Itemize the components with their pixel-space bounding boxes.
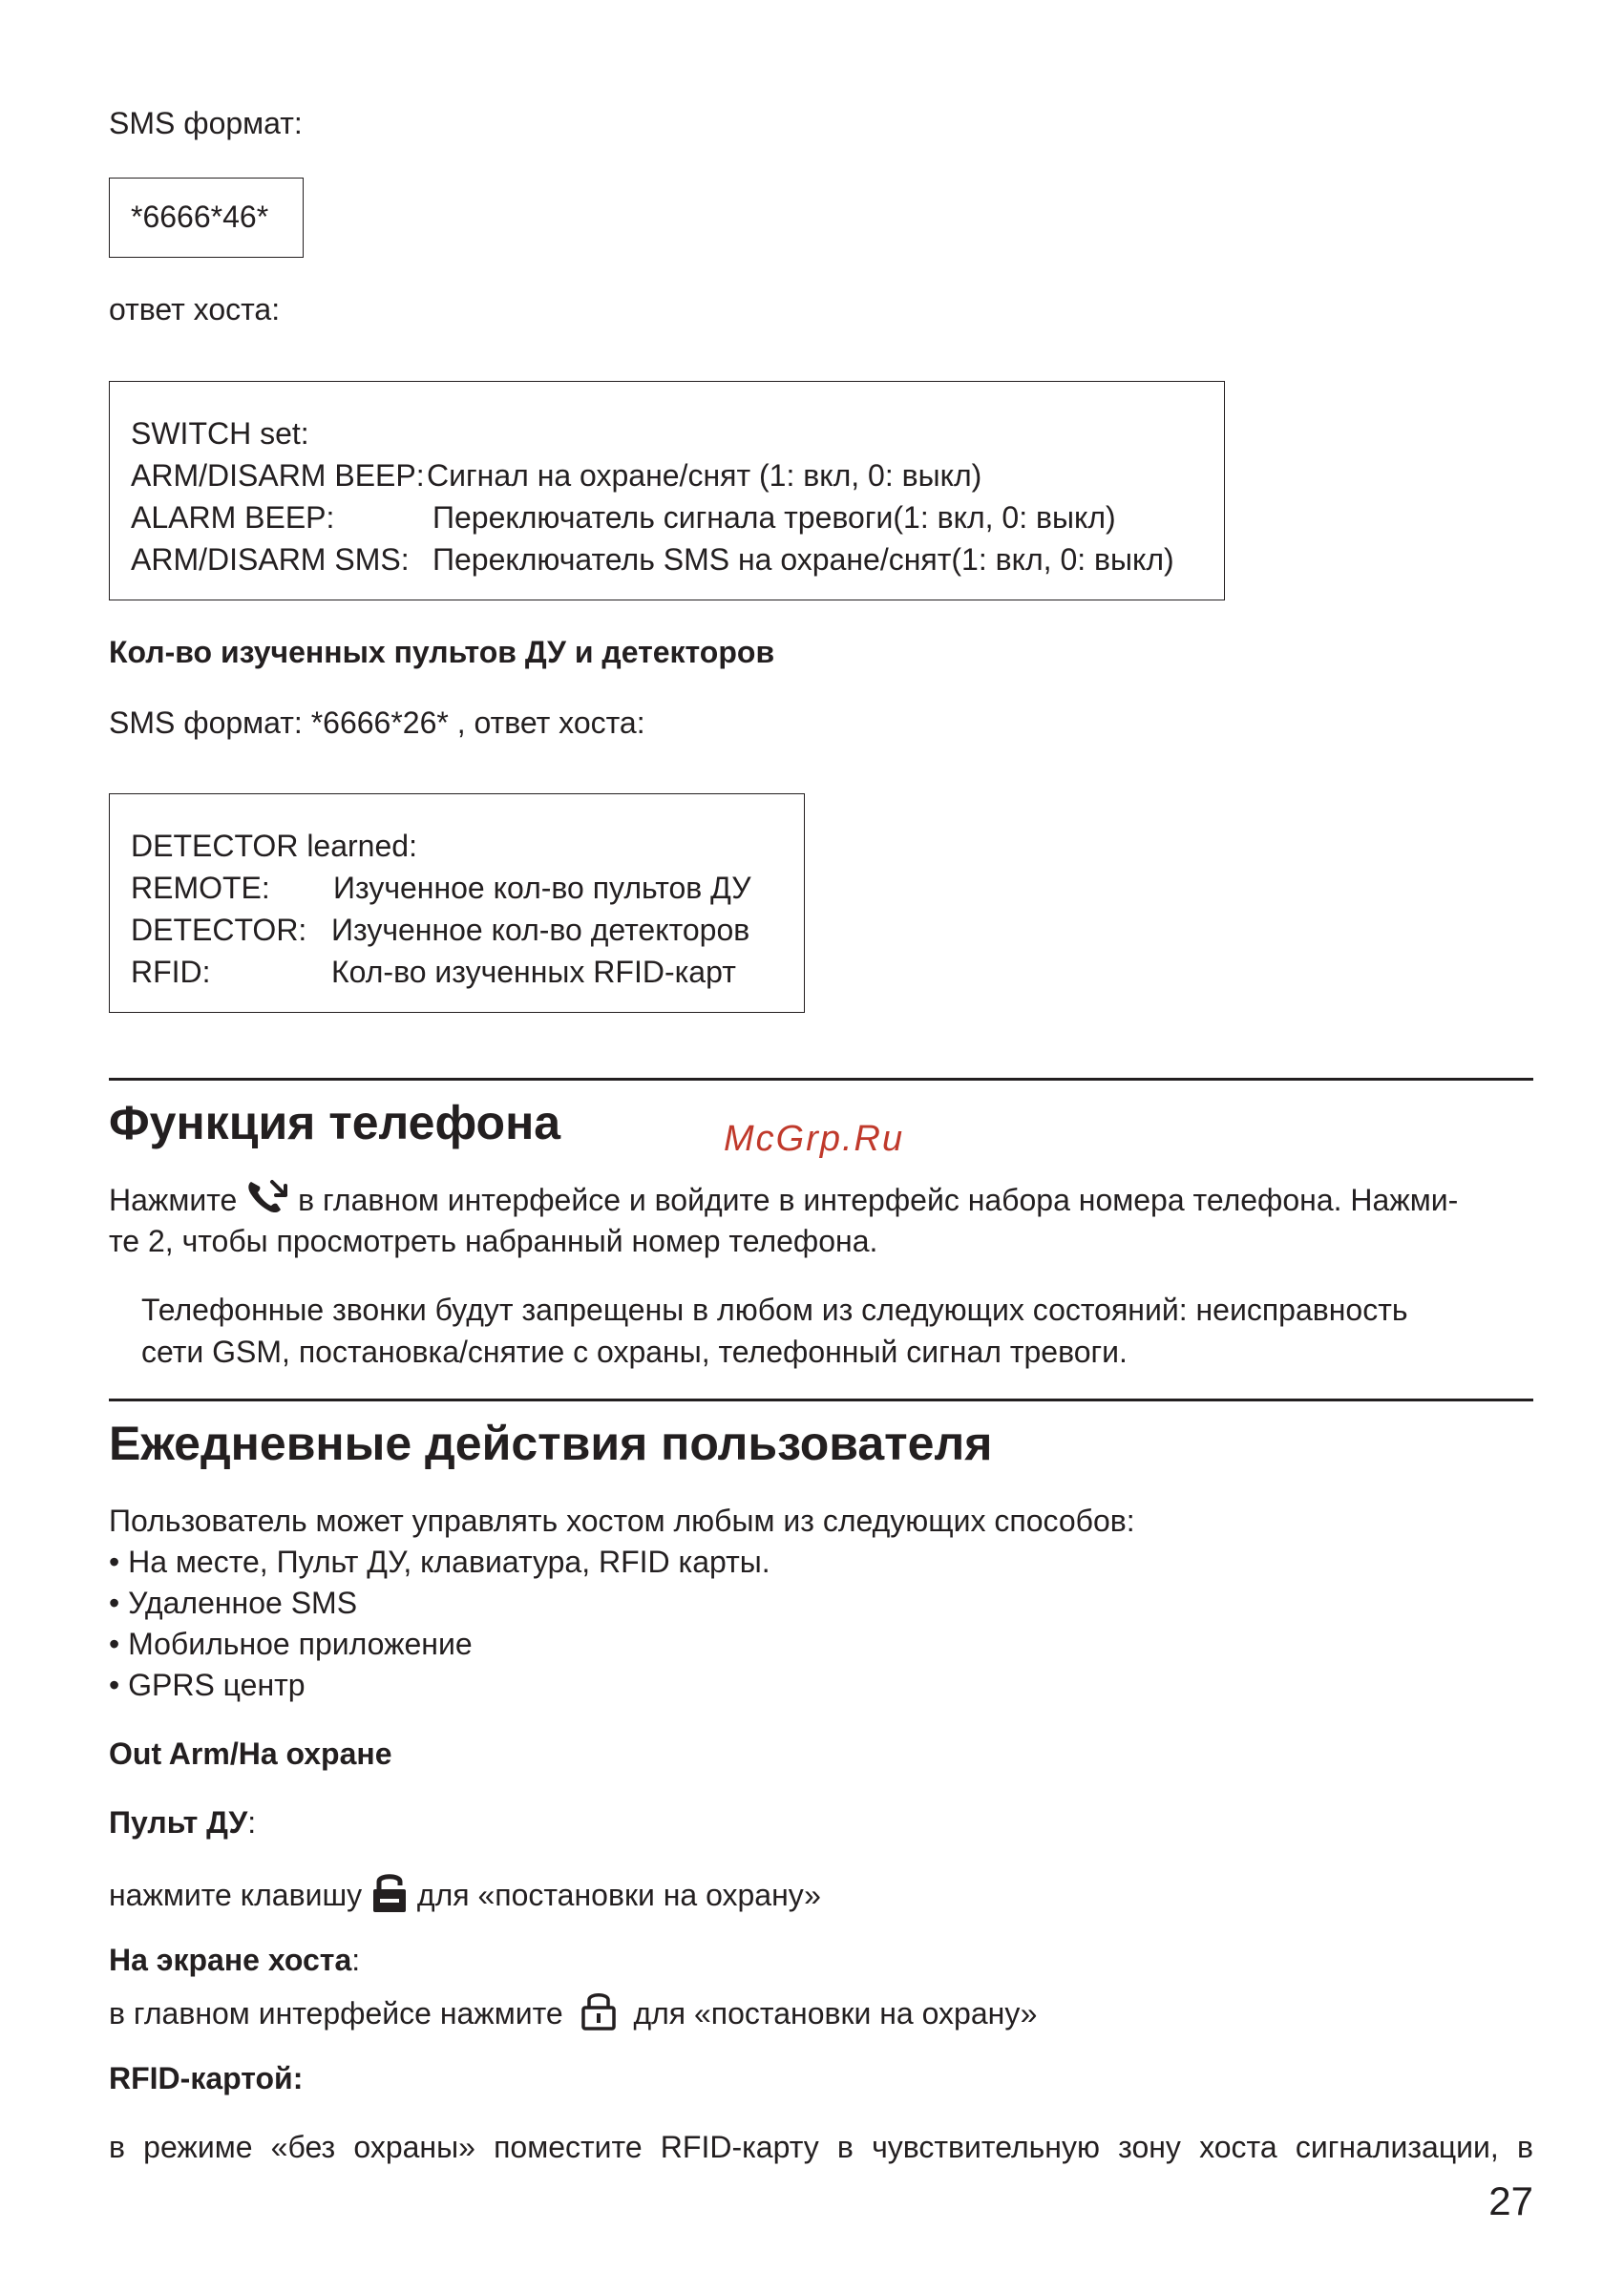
switch-row-value: Сигнал на охране/снят (1: вкл, 0: выкл) [427,458,982,493]
list-item: • На месте, Пульт ДУ, клавиатура, RFID карты. [109,1545,770,1579]
phone-p1-before: Нажмите [109,1182,238,1217]
remote-text-after: для «постановки на охрану» [416,1877,821,1912]
detector-box-title: DETECTOR learned: [131,829,417,863]
phone-note-line1: Телефонные звонки будут запрещены в любом из следующих состояний: неисправность [141,1293,1408,1327]
detector-row-value: Изученное кол-во детекторов [331,913,750,947]
code-box [109,178,304,258]
detector-row-value: Изученное кол-во пультов ДУ [333,871,751,905]
phone-p1-after: в главном интерфейсе и войдите в интерфейс набора номера телефона. Нажми- [298,1182,1459,1217]
switch-box-title: SWITCH set: [131,416,309,451]
lock-remote-icon [370,1870,409,1925]
host-screen-heading-line [109,1939,360,1981]
daily-section-title: Ежедневные действия пользователя [109,1417,993,1470]
remote-instruction [109,1870,821,1925]
switch-row-key: ARM/DISARM SMS: [131,542,410,577]
learned-sms-line: SMS формат: *6666*26* , ответ хоста: [109,705,645,740]
host-screen-before: в главном интерфейсе нажмите [109,1995,563,2031]
host-reply-label: ответ хоста: [109,292,281,326]
phone-note-line2: сети GSM, постановка/снятие с охраны, телефонный сигнал тревоги. [141,1335,1128,1369]
detector-row-key: RFID: [131,955,211,989]
section-divider [109,1399,1533,1401]
host-screen-after: для «постановки на охрану» [633,1995,1038,2031]
remote-heading: Пульт ДУ [109,1805,248,1840]
remote-text-before: нажмите клавишу [109,1877,363,1912]
code-value: *6666*46* [131,200,269,234]
host-screen-instruction [109,1989,1037,2043]
switch-row-value: Переключатель SMS на охране/снят(1: вкл, 0: выкл) [432,542,1174,577]
phone-section-title: Функция телефона [109,1096,561,1149]
learned-heading: Кол-во изученных пультов ДУ и детекторов [109,635,775,669]
page-number: 27 [1488,2178,1533,2223]
remote-heading-line [109,1801,256,1843]
switch-settings-box [109,381,1225,600]
lock-screen-icon [580,1989,618,2043]
switch-row-key: ARM/DISARM BEEP: [131,458,425,493]
phone-p1-line2: те 2, чтобы просмотреть набранный номер телефона. [109,1224,878,1258]
rfid-text: в режиме «без охраны» поместите RFID-карту в чувствительную зону хоста сигнализации, в [109,2130,1533,2164]
host-screen-colon: : [351,1943,361,1977]
sms-format-label: SMS формат: [109,106,303,140]
list-item: • Мобильное приложение [109,1627,473,1661]
switch-row-key: ALARM BEEP: [131,500,335,535]
watermark: McGrp.Ru [724,1119,905,1159]
switch-row-value: Переключатель сигнала тревоги(1: вкл, 0: выкл) [432,500,1116,535]
detector-row-key: DETECTOR: [131,913,307,947]
list-item: • Удаленное SMS [109,1586,358,1620]
list-item: • GPRS центр [109,1668,306,1702]
section-divider [109,1078,1533,1081]
daily-intro: Пользователь может управлять хостом любым из следующих способов: [109,1504,1135,1538]
detector-learned-box [109,793,805,1013]
out-arm-heading: Out Arm/На охране [109,1736,392,1771]
rfid-heading: RFID-картой: [109,2061,304,2095]
remote-colon: : [247,1805,257,1840]
host-screen-heading: На экране хоста [109,1943,352,1977]
detector-row-value: Кол-во изученных RFID-карт [331,955,736,989]
detector-row-key: REMOTE: [131,871,270,905]
